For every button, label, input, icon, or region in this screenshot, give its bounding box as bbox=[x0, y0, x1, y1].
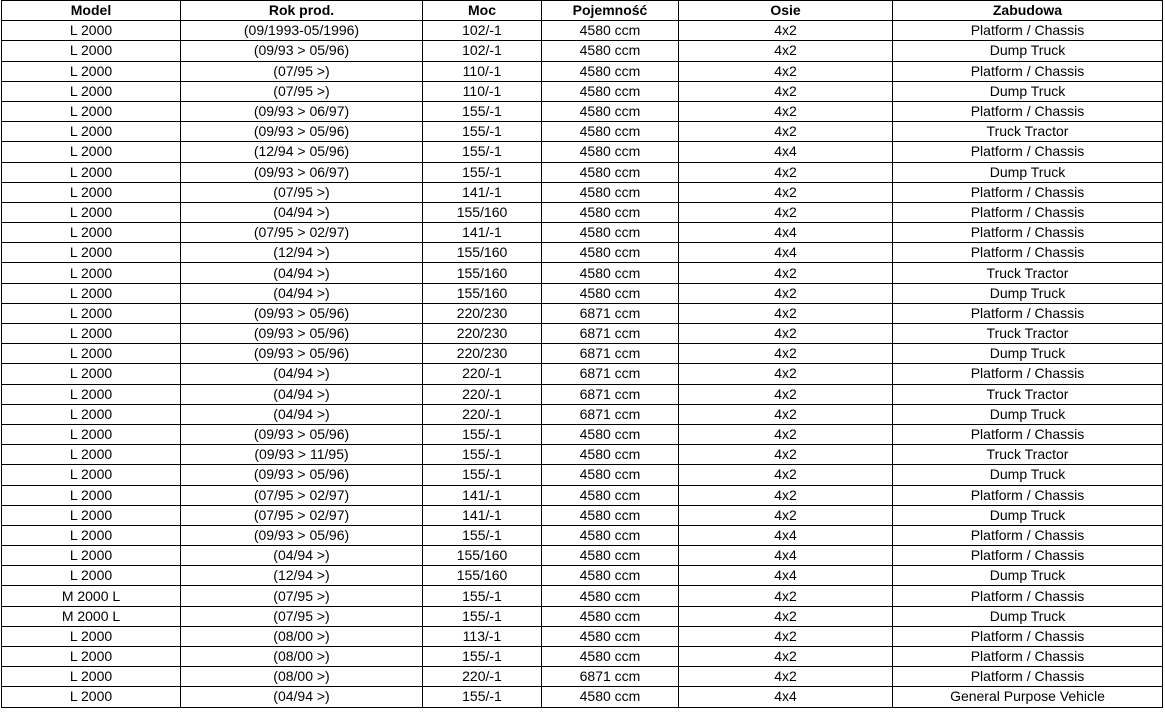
cell-body-type: Platform / Chassis bbox=[893, 223, 1163, 243]
cell-model: L 2000 bbox=[2, 525, 181, 545]
cell-power: 155/-1 bbox=[423, 445, 542, 465]
table-row bbox=[2, 344, 1163, 364]
cell-production-years: (07/95 > 02/97) bbox=[181, 505, 423, 525]
cell-body-type: Platform / Chassis bbox=[893, 243, 1163, 263]
cell-power: 220/-1 bbox=[423, 384, 542, 404]
cell-model: L 2000 bbox=[2, 223, 181, 243]
cell-axles: 4x4 bbox=[679, 546, 893, 566]
cell-model: L 2000 bbox=[2, 647, 181, 667]
cell-production-years: (09/93 > 05/96) bbox=[181, 122, 423, 142]
cell-body-type: Platform / Chassis bbox=[893, 586, 1163, 606]
table-row bbox=[2, 21, 1163, 41]
cell-model: L 2000 bbox=[2, 384, 181, 404]
cell-body-type: Truck Tractor bbox=[893, 122, 1163, 142]
cell-model: L 2000 bbox=[2, 465, 181, 485]
cell-axles: 4x2 bbox=[679, 606, 893, 626]
cell-axles: 4x4 bbox=[679, 525, 893, 545]
cell-axles: 4x4 bbox=[679, 687, 893, 707]
cell-displacement: 4580 ccm bbox=[542, 202, 679, 222]
cell-model: L 2000 bbox=[2, 546, 181, 566]
cell-production-years: (04/94 >) bbox=[181, 263, 423, 283]
table-row bbox=[2, 41, 1163, 61]
cell-axles: 4x2 bbox=[679, 101, 893, 121]
cell-axles: 4x2 bbox=[679, 283, 893, 303]
table-row bbox=[2, 465, 1163, 485]
column-header-displacement: Pojemność bbox=[542, 1, 679, 21]
cell-power: 220/230 bbox=[423, 324, 542, 344]
cell-body-type: Platform / Chassis bbox=[893, 142, 1163, 162]
cell-body-type: Platform / Chassis bbox=[893, 647, 1163, 667]
table-row bbox=[2, 667, 1163, 687]
cell-body-type: Platform / Chassis bbox=[893, 21, 1163, 41]
cell-axles: 4x2 bbox=[679, 324, 893, 344]
table-row bbox=[2, 162, 1163, 182]
cell-model: L 2000 bbox=[2, 243, 181, 263]
cell-power: 220/-1 bbox=[423, 667, 542, 687]
column-header-body-type: Zabudowa bbox=[893, 1, 1163, 21]
cell-axles: 4x4 bbox=[679, 142, 893, 162]
cell-displacement: 4580 ccm bbox=[542, 505, 679, 525]
cell-body-type: Dump Truck bbox=[893, 606, 1163, 626]
cell-model: L 2000 bbox=[2, 364, 181, 384]
cell-displacement: 4580 ccm bbox=[542, 525, 679, 545]
cell-axles: 4x2 bbox=[679, 41, 893, 61]
cell-displacement: 4580 ccm bbox=[542, 21, 679, 41]
cell-displacement: 4580 ccm bbox=[542, 142, 679, 162]
cell-power: 141/-1 bbox=[423, 182, 542, 202]
cell-production-years: (04/94 >) bbox=[181, 404, 423, 424]
cell-displacement: 4580 ccm bbox=[542, 485, 679, 505]
cell-displacement: 4580 ccm bbox=[542, 243, 679, 263]
cell-model: L 2000 bbox=[2, 41, 181, 61]
cell-power: 155/160 bbox=[423, 566, 542, 586]
cell-production-years: (09/93 > 05/96) bbox=[181, 303, 423, 323]
cell-axles: 4x4 bbox=[679, 223, 893, 243]
cell-body-type: Truck Tractor bbox=[893, 384, 1163, 404]
cell-production-years: (07/95 >) bbox=[181, 61, 423, 81]
cell-power: 102/-1 bbox=[423, 21, 542, 41]
cell-model: L 2000 bbox=[2, 202, 181, 222]
cell-power: 155/-1 bbox=[423, 586, 542, 606]
cell-body-type: Platform / Chassis bbox=[893, 101, 1163, 121]
cell-displacement: 4580 ccm bbox=[542, 606, 679, 626]
cell-body-type: Platform / Chassis bbox=[893, 667, 1163, 687]
cell-power: 155/-1 bbox=[423, 162, 542, 182]
table-row bbox=[2, 384, 1163, 404]
table-row bbox=[2, 647, 1163, 667]
cell-model: L 2000 bbox=[2, 21, 181, 41]
cell-production-years: (04/94 >) bbox=[181, 546, 423, 566]
cell-production-years: (07/95 >) bbox=[181, 586, 423, 606]
cell-body-type: Platform / Chassis bbox=[893, 485, 1163, 505]
cell-body-type: Dump Truck bbox=[893, 505, 1163, 525]
cell-body-type: Dump Truck bbox=[893, 81, 1163, 101]
cell-model: L 2000 bbox=[2, 122, 181, 142]
cell-power: 220/230 bbox=[423, 303, 542, 323]
cell-production-years: (07/95 >) bbox=[181, 182, 423, 202]
cell-power: 155/-1 bbox=[423, 101, 542, 121]
cell-power: 155/-1 bbox=[423, 647, 542, 667]
table-row bbox=[2, 303, 1163, 323]
cell-model: L 2000 bbox=[2, 344, 181, 364]
cell-axles: 4x2 bbox=[679, 626, 893, 646]
column-header-model: Model bbox=[2, 1, 181, 21]
cell-displacement: 6871 ccm bbox=[542, 384, 679, 404]
cell-power: 220/-1 bbox=[423, 404, 542, 424]
cell-production-years: (09/93 > 05/96) bbox=[181, 424, 423, 444]
cell-model: L 2000 bbox=[2, 324, 181, 344]
cell-production-years: (12/94 >) bbox=[181, 566, 423, 586]
table-row bbox=[2, 142, 1163, 162]
cell-model: L 2000 bbox=[2, 687, 181, 707]
cell-production-years: (09/93 > 06/97) bbox=[181, 101, 423, 121]
vehicle-table bbox=[1, 0, 1163, 708]
cell-power: 110/-1 bbox=[423, 81, 542, 101]
cell-body-type: Platform / Chassis bbox=[893, 61, 1163, 81]
cell-power: 220/-1 bbox=[423, 364, 542, 384]
table-row bbox=[2, 182, 1163, 202]
cell-body-type: Platform / Chassis bbox=[893, 546, 1163, 566]
cell-production-years: (12/94 > 05/96) bbox=[181, 142, 423, 162]
cell-model: L 2000 bbox=[2, 101, 181, 121]
cell-production-years: (04/94 >) bbox=[181, 364, 423, 384]
cell-production-years: (09/1993-05/1996) bbox=[181, 21, 423, 41]
cell-production-years: (04/94 >) bbox=[181, 283, 423, 303]
cell-power: 155/-1 bbox=[423, 465, 542, 485]
cell-model: L 2000 bbox=[2, 445, 181, 465]
cell-displacement: 6871 ccm bbox=[542, 404, 679, 424]
table-row bbox=[2, 687, 1163, 707]
cell-model: L 2000 bbox=[2, 81, 181, 101]
cell-displacement: 4580 ccm bbox=[542, 687, 679, 707]
cell-model: L 2000 bbox=[2, 162, 181, 182]
cell-axles: 4x2 bbox=[679, 21, 893, 41]
column-header-production-years: Rok prod. bbox=[181, 1, 423, 21]
cell-axles: 4x2 bbox=[679, 485, 893, 505]
cell-body-type: Platform / Chassis bbox=[893, 182, 1163, 202]
cell-axles: 4x2 bbox=[679, 61, 893, 81]
cell-displacement: 4580 ccm bbox=[542, 626, 679, 646]
table-row bbox=[2, 122, 1163, 142]
cell-displacement: 6871 ccm bbox=[542, 303, 679, 323]
cell-displacement: 4580 ccm bbox=[542, 223, 679, 243]
table-row bbox=[2, 626, 1163, 646]
cell-production-years: (07/95 >) bbox=[181, 606, 423, 626]
cell-body-type: Truck Tractor bbox=[893, 445, 1163, 465]
cell-production-years: (04/94 >) bbox=[181, 384, 423, 404]
cell-production-years: (08/00 >) bbox=[181, 647, 423, 667]
cell-power: 155/160 bbox=[423, 546, 542, 566]
cell-model: L 2000 bbox=[2, 283, 181, 303]
table-row bbox=[2, 566, 1163, 586]
table-row bbox=[2, 61, 1163, 81]
table-row bbox=[2, 81, 1163, 101]
cell-axles: 4x2 bbox=[679, 303, 893, 323]
cell-axles: 4x2 bbox=[679, 424, 893, 444]
column-header-power: Moc bbox=[423, 1, 542, 21]
table-row bbox=[2, 243, 1163, 263]
cell-displacement: 4580 ccm bbox=[542, 546, 679, 566]
cell-axles: 4x4 bbox=[679, 243, 893, 263]
cell-model: L 2000 bbox=[2, 667, 181, 687]
cell-axles: 4x2 bbox=[679, 81, 893, 101]
cell-displacement: 4580 ccm bbox=[542, 61, 679, 81]
cell-production-years: (09/93 > 05/96) bbox=[181, 41, 423, 61]
cell-displacement: 6871 ccm bbox=[542, 344, 679, 364]
column-header-axles: Osie bbox=[679, 1, 893, 21]
cell-production-years: (09/93 > 11/95) bbox=[181, 445, 423, 465]
cell-axles: 4x2 bbox=[679, 404, 893, 424]
cell-model: L 2000 bbox=[2, 263, 181, 283]
cell-model: L 2000 bbox=[2, 142, 181, 162]
cell-axles: 4x2 bbox=[679, 162, 893, 182]
cell-body-type: General Purpose Vehicle bbox=[893, 687, 1163, 707]
cell-body-type: Platform / Chassis bbox=[893, 303, 1163, 323]
cell-displacement: 4580 ccm bbox=[542, 566, 679, 586]
cell-axles: 4x4 bbox=[679, 566, 893, 586]
cell-displacement: 4580 ccm bbox=[542, 445, 679, 465]
cell-power: 110/-1 bbox=[423, 61, 542, 81]
cell-displacement: 4580 ccm bbox=[542, 162, 679, 182]
table-header-row bbox=[2, 1, 1163, 21]
cell-body-type: Platform / Chassis bbox=[893, 364, 1163, 384]
table-row bbox=[2, 223, 1163, 243]
cell-displacement: 4580 ccm bbox=[542, 586, 679, 606]
table-row bbox=[2, 505, 1163, 525]
cell-model: L 2000 bbox=[2, 566, 181, 586]
cell-power: 155/160 bbox=[423, 243, 542, 263]
cell-power: 102/-1 bbox=[423, 41, 542, 61]
cell-displacement: 6871 ccm bbox=[542, 667, 679, 687]
cell-body-type: Dump Truck bbox=[893, 566, 1163, 586]
cell-power: 141/-1 bbox=[423, 485, 542, 505]
table-row bbox=[2, 364, 1163, 384]
cell-axles: 4x2 bbox=[679, 647, 893, 667]
cell-body-type: Dump Truck bbox=[893, 41, 1163, 61]
cell-body-type: Dump Truck bbox=[893, 344, 1163, 364]
cell-displacement: 6871 ccm bbox=[542, 324, 679, 344]
cell-power: 155/160 bbox=[423, 263, 542, 283]
cell-body-type: Platform / Chassis bbox=[893, 525, 1163, 545]
table-row bbox=[2, 202, 1163, 222]
cell-axles: 4x2 bbox=[679, 182, 893, 202]
cell-body-type: Truck Tractor bbox=[893, 263, 1163, 283]
cell-production-years: (12/94 >) bbox=[181, 243, 423, 263]
cell-displacement: 4580 ccm bbox=[542, 122, 679, 142]
cell-production-years: (07/95 >) bbox=[181, 81, 423, 101]
cell-axles: 4x2 bbox=[679, 263, 893, 283]
table-body bbox=[2, 21, 1163, 707]
table-row bbox=[2, 485, 1163, 505]
cell-body-type: Platform / Chassis bbox=[893, 626, 1163, 646]
cell-displacement: 6871 ccm bbox=[542, 364, 679, 384]
cell-power: 155/-1 bbox=[423, 525, 542, 545]
cell-production-years: (04/94 >) bbox=[181, 687, 423, 707]
cell-production-years: (09/93 > 05/96) bbox=[181, 344, 423, 364]
table-row bbox=[2, 424, 1163, 444]
cell-model: L 2000 bbox=[2, 303, 181, 323]
cell-production-years: (09/93 > 05/96) bbox=[181, 324, 423, 344]
table-row bbox=[2, 606, 1163, 626]
cell-model: L 2000 bbox=[2, 626, 181, 646]
cell-power: 141/-1 bbox=[423, 505, 542, 525]
cell-model: M 2000 L bbox=[2, 586, 181, 606]
cell-power: 155/-1 bbox=[423, 687, 542, 707]
cell-axles: 4x2 bbox=[679, 445, 893, 465]
cell-power: 155/-1 bbox=[423, 122, 542, 142]
cell-model: L 2000 bbox=[2, 485, 181, 505]
cell-body-type: Dump Truck bbox=[893, 162, 1163, 182]
cell-production-years: (09/93 > 05/96) bbox=[181, 465, 423, 485]
cell-power: 155/160 bbox=[423, 202, 542, 222]
cell-displacement: 4580 ccm bbox=[542, 424, 679, 444]
cell-displacement: 4580 ccm bbox=[542, 465, 679, 485]
cell-axles: 4x2 bbox=[679, 344, 893, 364]
cell-body-type: Truck Tractor bbox=[893, 324, 1163, 344]
cell-production-years: (09/93 > 05/96) bbox=[181, 525, 423, 545]
cell-axles: 4x2 bbox=[679, 364, 893, 384]
cell-axles: 4x2 bbox=[679, 202, 893, 222]
cell-displacement: 4580 ccm bbox=[542, 81, 679, 101]
table-row bbox=[2, 546, 1163, 566]
cell-production-years: (09/93 > 06/97) bbox=[181, 162, 423, 182]
cell-body-type: Dump Truck bbox=[893, 465, 1163, 485]
cell-body-type: Platform / Chassis bbox=[893, 202, 1163, 222]
cell-production-years: (08/00 >) bbox=[181, 626, 423, 646]
table-row bbox=[2, 324, 1163, 344]
cell-displacement: 4580 ccm bbox=[542, 263, 679, 283]
cell-axles: 4x2 bbox=[679, 586, 893, 606]
cell-power: 155/-1 bbox=[423, 142, 542, 162]
cell-displacement: 4580 ccm bbox=[542, 182, 679, 202]
cell-model: L 2000 bbox=[2, 182, 181, 202]
cell-displacement: 4580 ccm bbox=[542, 101, 679, 121]
cell-model: L 2000 bbox=[2, 404, 181, 424]
cell-power: 141/-1 bbox=[423, 223, 542, 243]
cell-power: 155/160 bbox=[423, 283, 542, 303]
table-row bbox=[2, 101, 1163, 121]
cell-axles: 4x2 bbox=[679, 667, 893, 687]
cell-production-years: (08/00 >) bbox=[181, 667, 423, 687]
cell-displacement: 4580 ccm bbox=[542, 283, 679, 303]
table-row bbox=[2, 283, 1163, 303]
cell-power: 155/-1 bbox=[423, 606, 542, 626]
cell-power: 155/-1 bbox=[423, 424, 542, 444]
table-row bbox=[2, 525, 1163, 545]
vehicle-table-container bbox=[1, 0, 1162, 708]
cell-model: L 2000 bbox=[2, 505, 181, 525]
cell-production-years: (07/95 > 02/97) bbox=[181, 485, 423, 505]
cell-axles: 4x2 bbox=[679, 505, 893, 525]
cell-body-type: Dump Truck bbox=[893, 404, 1163, 424]
cell-body-type: Dump Truck bbox=[893, 283, 1163, 303]
cell-model: M 2000 L bbox=[2, 606, 181, 626]
cell-power: 220/230 bbox=[423, 344, 542, 364]
cell-axles: 4x2 bbox=[679, 384, 893, 404]
cell-displacement: 4580 ccm bbox=[542, 41, 679, 61]
cell-body-type: Platform / Chassis bbox=[893, 424, 1163, 444]
cell-model: L 2000 bbox=[2, 424, 181, 444]
cell-model: L 2000 bbox=[2, 61, 181, 81]
cell-power: 113/-1 bbox=[423, 626, 542, 646]
table-row bbox=[2, 445, 1163, 465]
cell-production-years: (04/94 >) bbox=[181, 202, 423, 222]
table-row bbox=[2, 263, 1163, 283]
cell-axles: 4x2 bbox=[679, 465, 893, 485]
table-row bbox=[2, 586, 1163, 606]
cell-axles: 4x2 bbox=[679, 122, 893, 142]
cell-production-years: (07/95 > 02/97) bbox=[181, 223, 423, 243]
cell-displacement: 4580 ccm bbox=[542, 647, 679, 667]
table-row bbox=[2, 404, 1163, 424]
